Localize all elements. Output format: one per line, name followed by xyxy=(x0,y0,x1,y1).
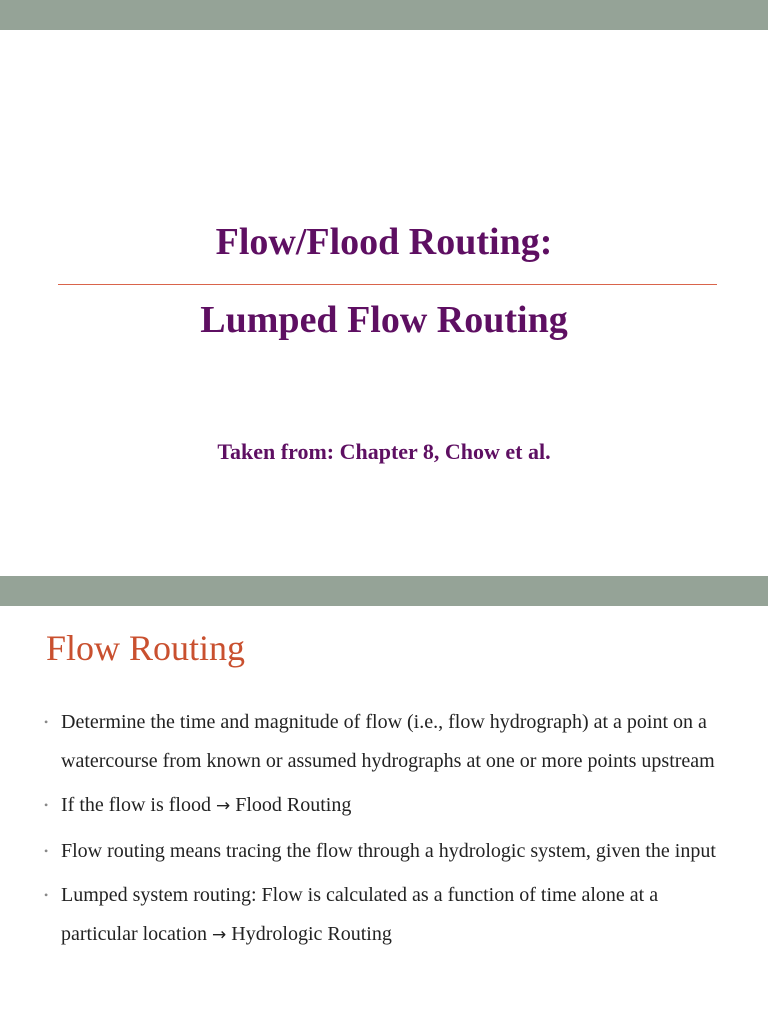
top-accent-band xyxy=(0,0,768,30)
bullet-text: Flow routing means tracing the flow through a hydrologic system, given the input xyxy=(61,839,716,862)
bullet-text: Hydrologic Routing xyxy=(231,922,392,945)
bullet-text: Flood Routing xyxy=(235,794,352,816)
bullet-dot-icon: • xyxy=(44,888,49,902)
title-divider xyxy=(58,284,717,285)
bullet-text: Determine the time and magnitude of flow (i.e., flow hydrograph) at a point on a watercourse from known or assumed hydrographs at one or more points upstream xyxy=(61,711,715,772)
bullet-item-2 xyxy=(44,786,734,826)
bullet-list xyxy=(44,703,734,960)
bullet-item-3 xyxy=(44,832,734,871)
section-heading: Flow Routing xyxy=(46,628,246,668)
slide-separator-band xyxy=(0,576,768,606)
bullet-item-1 xyxy=(44,703,734,780)
right-arrow-icon: → xyxy=(215,796,231,816)
bullet-dot-icon: • xyxy=(44,798,49,812)
bullet-text: If the flow is flood xyxy=(61,794,211,816)
slide-title-line-1: Flow/Flood Routing: xyxy=(215,221,553,263)
bullet-item-4 xyxy=(44,876,734,954)
slide-subtitle: Taken from: Chapter 8, Chow et al. xyxy=(217,439,551,464)
bullet-text: Lumped system routing: Flow is calculated as a function of time alone at a particular location xyxy=(61,884,659,945)
slide-title-line-2: Lumped Flow Routing xyxy=(200,299,568,341)
right-arrow-icon: → xyxy=(212,924,227,945)
bullet-dot-icon: • xyxy=(44,843,49,858)
bullet-dot-icon: • xyxy=(44,715,49,729)
